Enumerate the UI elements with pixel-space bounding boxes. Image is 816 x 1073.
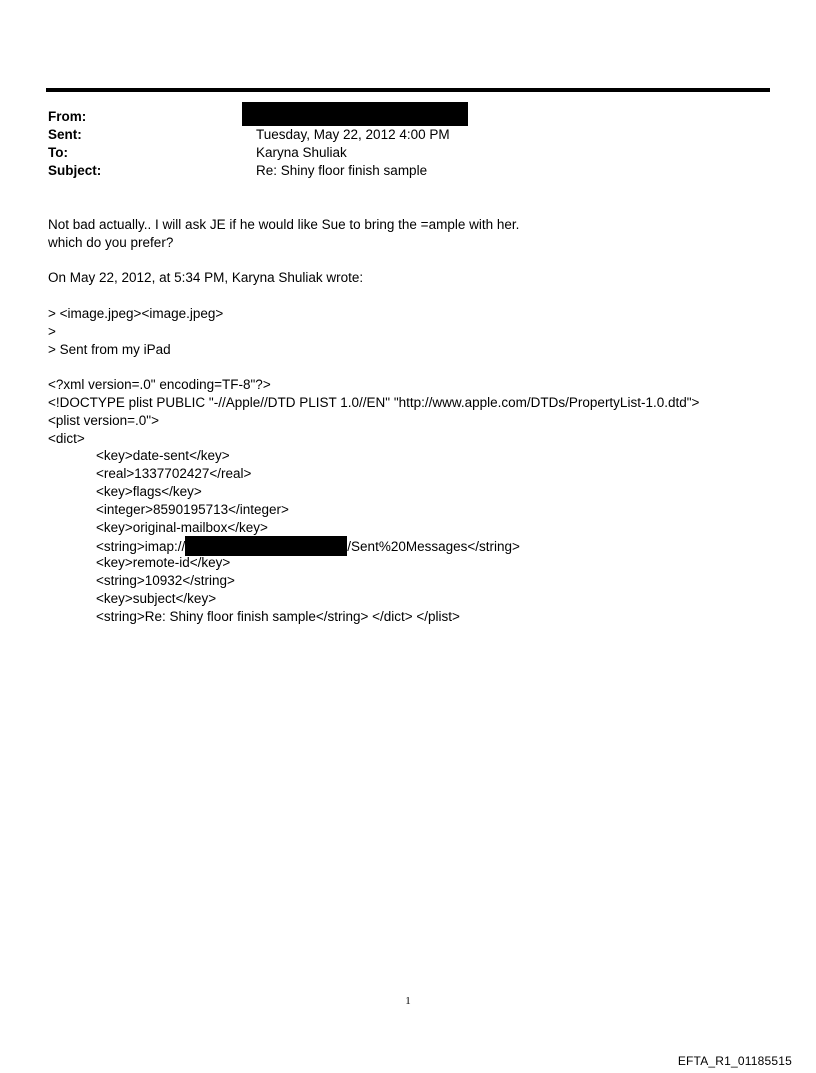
redaction-block — [242, 102, 468, 126]
to-row — [48, 144, 748, 162]
mailbox-prefix: <string>imap:// — [96, 539, 186, 555]
dict-line: <key>flags</key> — [96, 483, 202, 499]
to-label: To: — [48, 145, 68, 160]
sent-label: Sent: — [48, 127, 82, 142]
email-header — [48, 108, 748, 180]
dict-line: <string>10932</string> — [96, 572, 235, 588]
dict-line: <integer>8590195713</integer> — [96, 501, 289, 517]
dict-line: <key>date-sent</key> — [96, 448, 230, 464]
xml-line: <dict> — [48, 430, 85, 446]
subject-row — [48, 162, 748, 180]
blank-line — [48, 252, 788, 270]
sent-row — [48, 126, 748, 144]
quoted-line: > Sent from my iPad — [48, 341, 171, 357]
xml-line: <?xml version=.0" encoding=TF-8"?> — [48, 377, 271, 393]
blank-line — [48, 358, 788, 376]
from-row — [48, 108, 748, 126]
body-line: Not bad actually.. I will ask JE if he would like Sue to bring the =ample with her. — [48, 217, 520, 232]
header-rule — [46, 88, 770, 92]
to-value: Karyna Shuliak — [256, 145, 347, 160]
from-label: From: — [48, 109, 87, 124]
xml-line: <!DOCTYPE plist PUBLIC "-//Apple//DTD PLIST 1.0//EN" "http://www.apple.com/DTDs/PropertyList-1.0.dtd"> — [48, 394, 700, 410]
body-line: which do you prefer? — [48, 234, 174, 250]
quoted-line: > — [48, 323, 56, 339]
subject-value: Re: Shiny floor finish sample — [256, 163, 428, 178]
dict-line-mailbox — [48, 536, 788, 554]
subject-label: Subject: — [48, 163, 102, 178]
dict-line: <string>Re: Shiny floor finish sample</string> </dict> </plist> — [96, 608, 460, 624]
bates-number: EFTA_R1_01185515 — [677, 1054, 792, 1068]
quote-intro: On May 22, 2012, at 5:34 PM, Karyna Shuliak wrote: — [48, 270, 364, 286]
xml-line: <plist version=.0"> — [48, 412, 159, 428]
mailbox-suffix: /Sent%20Messages</string> — [347, 539, 520, 555]
dict-line: <key>remote-id</key> — [96, 555, 231, 571]
blank-line — [48, 287, 788, 305]
email-body — [48, 216, 788, 625]
page-number: 1 — [405, 995, 411, 1007]
quoted-line: > <image.jpeg><image.jpeg> — [48, 305, 224, 321]
sent-value: Tuesday, May 22, 2012 4:00 PM — [256, 127, 450, 142]
dict-line: <key>original-mailbox</key> — [96, 519, 268, 535]
dict-line: <key>subject</key> — [96, 590, 217, 606]
dict-line: <real>1337702427</real> — [96, 466, 252, 482]
